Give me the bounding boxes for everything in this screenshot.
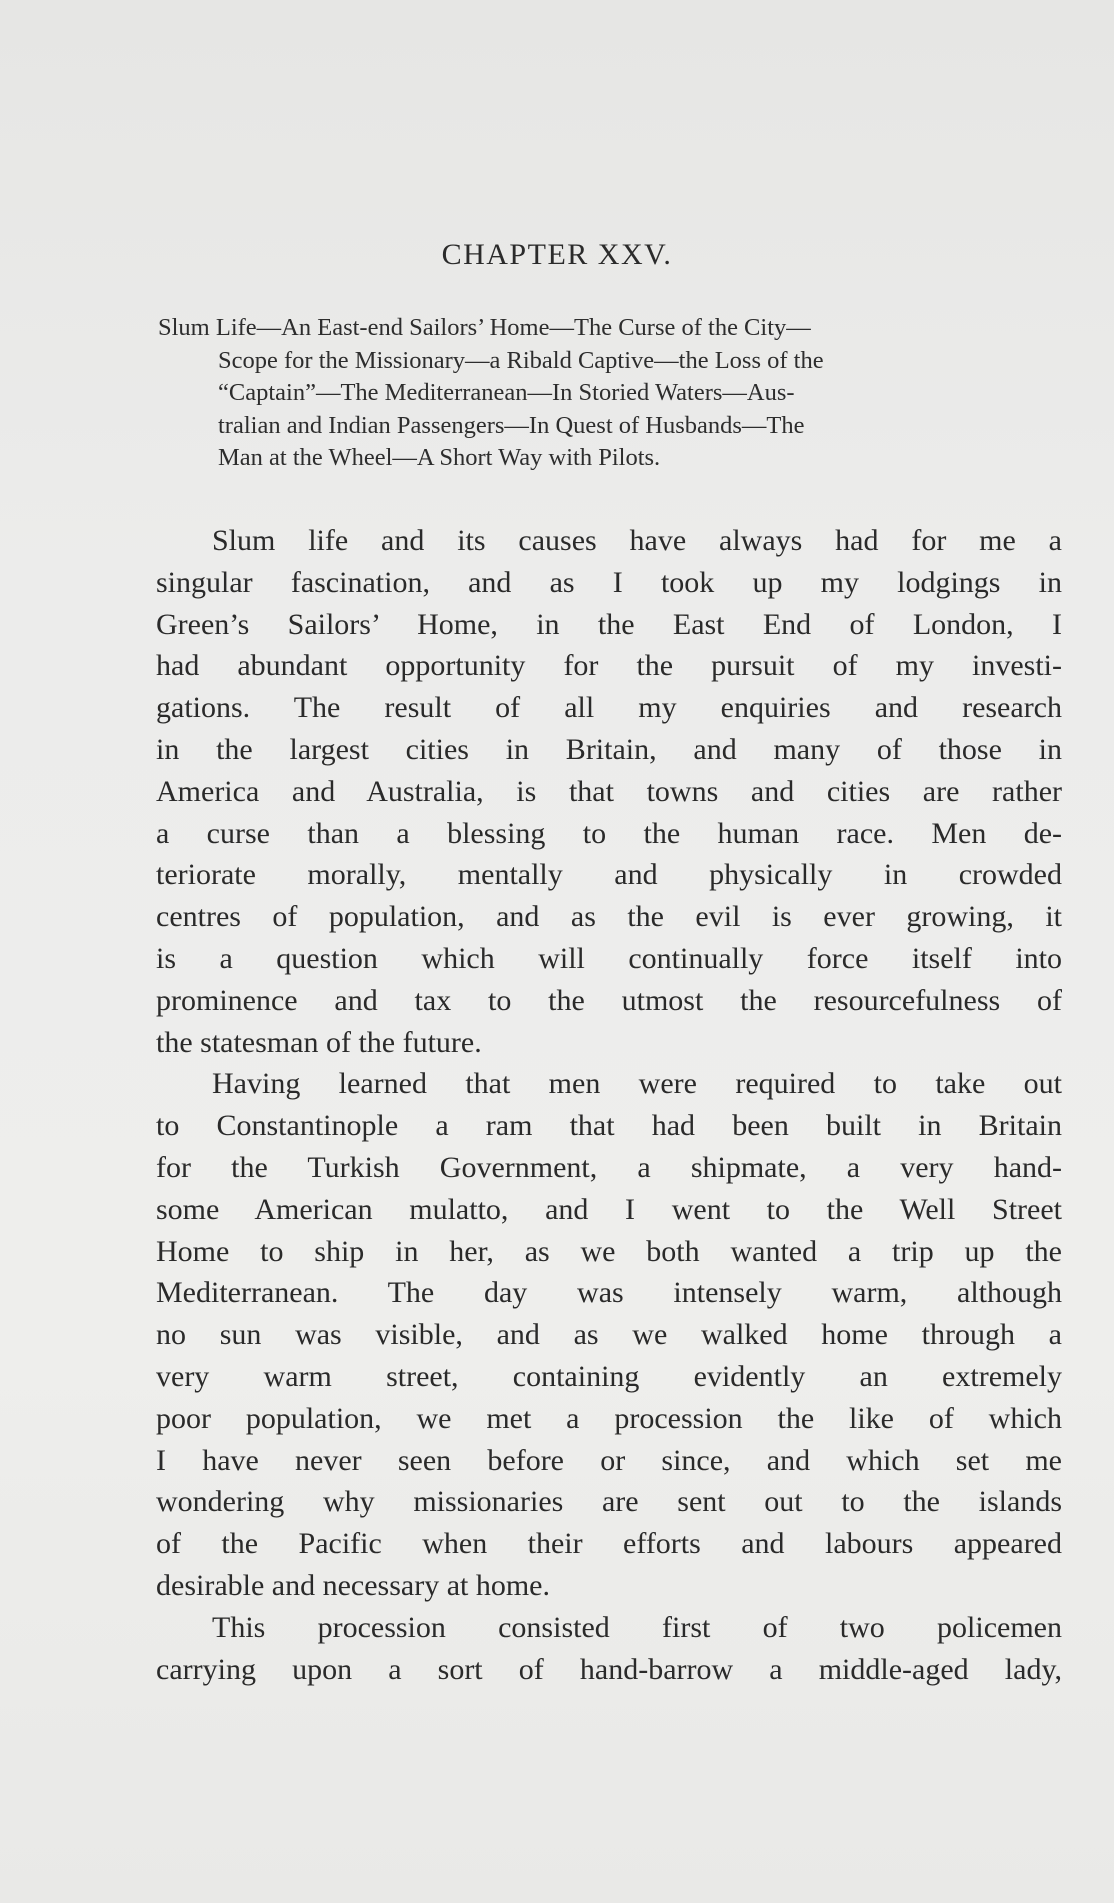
text-line: no sun was visible, and as we walked home through a	[156, 1318, 1062, 1352]
synopsis-line: Man at the Wheel—A Short Way with Pilots.	[218, 444, 661, 471]
text-line: Having learned that men were required to take out	[212, 1067, 1062, 1101]
text-line: the statesman of the future.	[156, 1025, 482, 1059]
body-text	[156, 520, 1062, 1690]
paragraph	[156, 1607, 1062, 1691]
text-line: carrying upon a sort of hand-barrow a middle-aged lady,	[156, 1652, 1062, 1686]
text-line: wondering why missionaries are sent out to the islands	[156, 1485, 1062, 1519]
text-line: I have never seen before or since, and which set me	[156, 1443, 1062, 1477]
synopsis-line: “Captain”—The Mediterranean—In Storied Waters—Aus-	[218, 379, 795, 406]
paragraph	[156, 520, 1062, 1063]
text-line: America and Australia, is that towns and cities are rather	[156, 774, 1062, 808]
text-line: teriorate morally, mentally and physically in crowded	[156, 858, 1062, 892]
text-line: of the Pacific when their efforts and labours appeared	[156, 1527, 1062, 1561]
synopsis-line: Scope for the Missionary—a Ribald Captive—the Loss of the	[218, 346, 824, 374]
text-line: prominence and tax to the utmost the resourcefulness of	[156, 983, 1062, 1017]
text-line: desirable and necessary at home.	[156, 1568, 550, 1602]
text-line: singular fascination, and as I took up my lodgings in	[156, 565, 1062, 599]
text-line: centres of population, and as the evil is ever growing, it	[156, 900, 1062, 934]
chapter-synopsis	[158, 312, 1066, 475]
text-line: gations. The result of all my enquiries and research	[156, 691, 1062, 725]
chapter-heading: CHAPTER XXV.	[441, 238, 673, 271]
synopsis-line: Slum Life—An East-end Sailors’ Home—The Curse of the City—	[158, 314, 811, 341]
text-line: is a question which will continually force itself into	[156, 941, 1062, 975]
text-line: to Constantinople a ram that had been built in Britain	[156, 1109, 1062, 1143]
text-line: Mediterranean. The day was intensely warm, although	[156, 1276, 1062, 1310]
text-line: in the largest cities in Britain, and many of those in	[156, 732, 1062, 766]
text-line: poor population, we met a procession the like of which	[156, 1401, 1062, 1435]
text-line: had abundant opportunity for the pursuit of my investi-	[156, 649, 1062, 683]
text-line: a curse than a blessing to the human race. Men de-	[156, 816, 1062, 850]
text-line: This procession consisted first of two policemen	[212, 1610, 1062, 1644]
synopsis-line: tralian and Indian Passengers—In Quest of Husbands—The	[218, 411, 805, 439]
text-line: very warm street, containing evidently an extremely	[156, 1359, 1062, 1393]
text-line: some American mulatto, and I went to the Well Street	[156, 1192, 1062, 1226]
text-line: Home to ship in her, as we both wanted a trip up the	[156, 1234, 1062, 1268]
paragraph	[156, 1063, 1062, 1606]
text-line: for the Turkish Government, a shipmate, a very hand-	[156, 1150, 1062, 1184]
text-line: Slum life and its causes have always had for me a	[212, 524, 1062, 557]
text-line: Green’s Sailors’ Home, in the East End of London, I	[156, 607, 1062, 641]
